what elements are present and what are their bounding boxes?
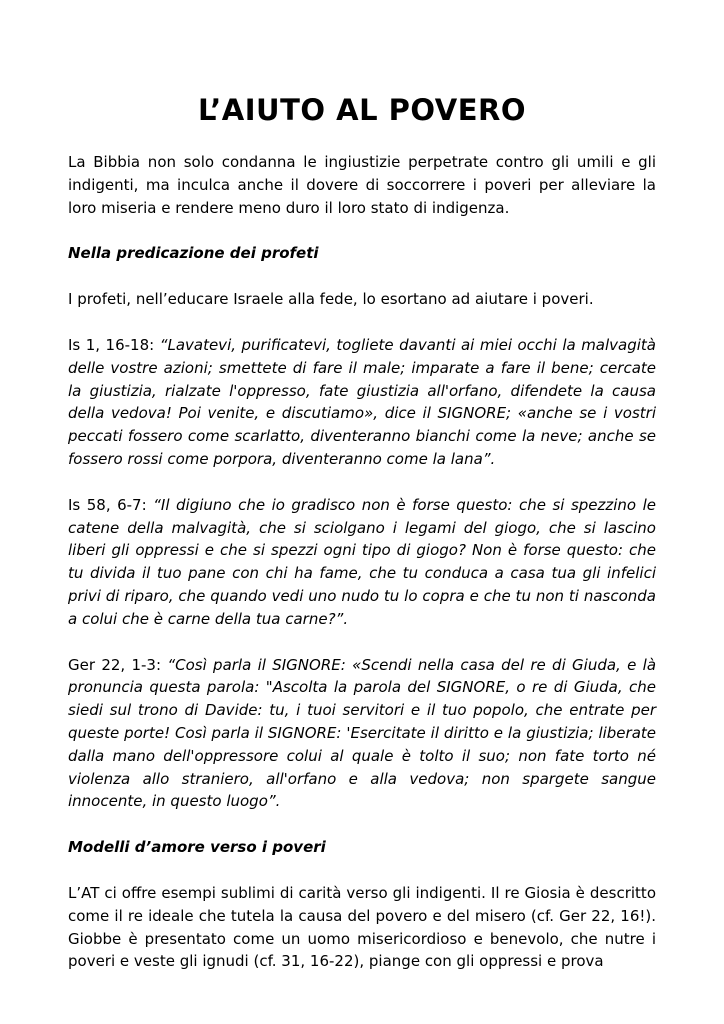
- page-title: L’AIUTO AL POVERO: [197, 93, 527, 127]
- passage-reference: Ger 22, 1-3:: [68, 655, 168, 674]
- passage-jeremiah-22: [68, 654, 656, 814]
- intro-paragraph: La Bibbia non solo condanna le ingiustizie perpetrate contro gli umili e gli indigenti, ma inculca anche il dovere di soccorrere i poveri per alleviare la loro miseria e rendere meno duro il loro stato di indigenza.: [68, 153, 656, 217]
- prophets-lead-paragraph: I profeti, nell’educare Israele alla fede, lo esortano ad aiutare i poveri.: [68, 290, 594, 309]
- passage-quote: “Il digiuno che io gradisco non è forse questo: che si spezzino le catene della malvagità, che si sciolgano i legami del giogo, che si lascino liberi gli oppressi e che si spezzi ogni tipo di giogo? Non è forse questo: che tu divida il tuo pane con chi ha fame, che tu conduca a casa tua gli infelici privi di riparo, che quando vedi uno nudo tu lo copra e che tu non ti nasconda a colui che è carne della tua carne?”.: [68, 495, 656, 628]
- passage-quote: “Così parla il SIGNORE: «Scendi nella casa del re di Giuda, e là pronuncia questa parola: "Ascolta la parola del SIGNORE, o re di Giuda, che siedi sul trono di Davide: tu, i tuoi servitori e il tuo popolo, che entrate per queste porte! Così parla il SIGNORE: 'Esercitate il diritto e la giustizia; liberate dalla mano dell'oppressore colui al quale è tolto il suo; non fate torto né violenza allo straniero, all'orfano e alla vedova; non spargete sangue innocente, in questo luogo”.: [68, 655, 657, 811]
- passage-isaiah-58: [68, 494, 656, 631]
- section-heading-models: Modelli d’amore verso i poveri: [68, 838, 326, 857]
- passage-quote: “Lavatevi, purificatevi, togliete davanti ai miei occhi la malvagità delle vostre azioni; smettete di fare il male; imparate a fare il bene; cercate la giustizia, rialzate l'oppresso, fate giustizia all'orfano, difendete la causa della vedova! Poi venite, e discutiamo», dice il SIGNORE; «anche se i vostri peccati fossero come scarlatto, diventeranno bianchi come la neve; anche se fossero rossi come porpora, diventeranno come la lana”.: [68, 335, 656, 468]
- models-paragraph: L’AT ci offre esempi sublimi di carità verso gli indigenti. Il re Giosia è descritto come il re ideale che tutela la causa del povero e del misero (cf. Ger 22, 16!). Giobbe è presentato come un uomo misericordioso e benevolo, che nutre i poveri e veste gli ignudi (cf. 31, 16-22), piange con gli oppressi e prova: [68, 883, 656, 971]
- passage-reference: Is 1, 16-18:: [68, 335, 160, 354]
- passage-isaiah-1: [68, 334, 656, 471]
- section-heading-prophets: Nella predicazione dei profeti: [68, 244, 319, 263]
- passage-reference: Is 58, 6-7:: [68, 495, 154, 514]
